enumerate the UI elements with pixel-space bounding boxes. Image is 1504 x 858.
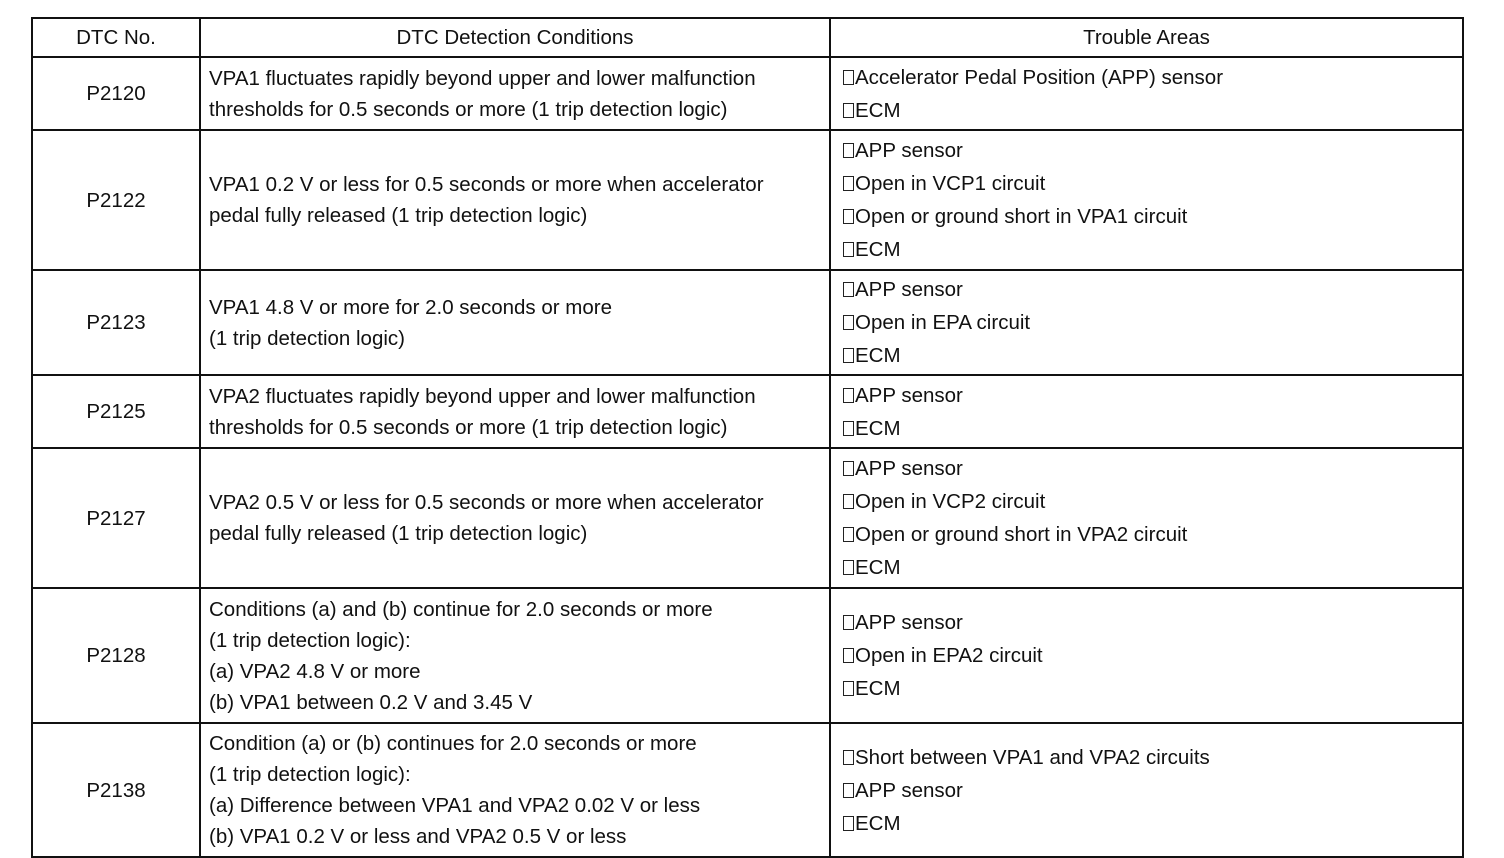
- trouble-area-text: ECM: [855, 677, 901, 700]
- checkbox-square-icon: [843, 615, 854, 630]
- trouble-area-item: [843, 61, 1462, 94]
- condition-line: (1 trip detection logic):: [209, 763, 411, 786]
- trouble-area-text: Open in EPA2 circuit: [855, 644, 1043, 667]
- condition-line: (b) VPA1 0.2 V or less and VPA2 0.5 V or less: [209, 825, 627, 848]
- checkbox-square-icon: [843, 242, 854, 257]
- checkbox-square-icon: [843, 648, 854, 663]
- detection-conditions-cell: [200, 375, 830, 448]
- trouble-area-text: ECM: [855, 416, 901, 440]
- condition-line: VPA1 0.2 V or less for 0.5 seconds or more when accelerator: [209, 173, 764, 196]
- header-trouble-areas: Trouble Areas: [830, 18, 1463, 57]
- header-row: [32, 18, 1463, 57]
- trouble-area-item: [843, 412, 1462, 445]
- trouble-areas-cell: [830, 375, 1463, 448]
- condition-line: VPA1 fluctuates rapidly beyond upper and lower malfunction: [209, 66, 756, 90]
- condition-line: pedal fully released (1 trip detection logic): [209, 522, 588, 545]
- table-row: [32, 57, 1463, 130]
- checkbox-square-icon: [843, 348, 854, 363]
- checkbox-square-icon: [843, 560, 854, 575]
- condition-line: pedal fully released (1 trip detection logic): [209, 204, 588, 227]
- checkbox-square-icon: [843, 143, 854, 158]
- detection-conditions-cell: [200, 57, 830, 130]
- dtc-code: P2122: [32, 130, 200, 270]
- trouble-area-text: ECM: [855, 556, 901, 579]
- condition-line: (a) Difference between VPA1 and VPA2 0.02 V or less: [209, 794, 701, 817]
- trouble-area-item: [843, 233, 1462, 266]
- trouble-area-text: Short between VPA1 and VPA2 circuits: [855, 745, 1210, 769]
- header-detection-conditions: DTC Detection Conditions: [200, 18, 830, 57]
- trouble-area-text: APP sensor: [855, 139, 963, 162]
- checkbox-square-icon: [843, 176, 854, 191]
- detection-conditions-cell: [200, 588, 830, 723]
- table-row: [32, 130, 1463, 270]
- condition-line: VPA2 0.5 V or less for 0.5 seconds or more when accelerator: [209, 491, 764, 514]
- dtc-code: P2123: [32, 270, 200, 375]
- condition-line: (b) VPA1 between 0.2 V and 3.45 V: [209, 690, 533, 714]
- checkbox-square-icon: [843, 750, 854, 765]
- checkbox-square-icon: [843, 315, 854, 330]
- dtc-code: P2128: [32, 588, 200, 723]
- condition-line: Condition (a) or (b) continues for 2.0 seconds or more: [209, 732, 697, 755]
- checkbox-square-icon: [843, 70, 854, 85]
- checkbox-square-icon: [843, 681, 854, 696]
- condition-line: (1 trip detection logic): [209, 326, 405, 350]
- trouble-area-item: [843, 452, 1462, 485]
- trouble-area-text: APP sensor: [855, 278, 963, 301]
- trouble-area-item: [843, 551, 1462, 584]
- table-row: [32, 375, 1463, 448]
- dtc-code: P2125: [32, 375, 200, 448]
- trouble-area-item: [843, 306, 1462, 339]
- trouble-area-text: ECM: [855, 238, 901, 261]
- dtc-code: P2127: [32, 448, 200, 588]
- trouble-area-text: ECM: [855, 811, 901, 835]
- trouble-area-text: Open or ground short in VPA1 circuit: [855, 205, 1188, 228]
- trouble-area-item: [843, 379, 1462, 412]
- trouble-area-text: ECM: [855, 344, 901, 367]
- trouble-area-item: [843, 741, 1462, 774]
- checkbox-square-icon: [843, 421, 854, 436]
- trouble-area-item: [843, 134, 1462, 167]
- table-body: [32, 57, 1463, 857]
- detection-conditions-cell: [200, 270, 830, 375]
- trouble-area-text: APP sensor: [855, 457, 963, 480]
- checkbox-square-icon: [843, 783, 854, 798]
- checkbox-square-icon: [843, 816, 854, 831]
- trouble-area-item: [843, 94, 1462, 127]
- trouble-areas-cell: [830, 130, 1463, 270]
- condition-line: (1 trip detection logic):: [209, 628, 411, 652]
- detection-conditions-cell: [200, 723, 830, 857]
- trouble-area-text: ECM: [855, 98, 901, 122]
- trouble-area-item: [843, 200, 1462, 233]
- trouble-area-item: [843, 807, 1462, 840]
- trouble-area-text: Open in EPA circuit: [855, 311, 1031, 334]
- trouble-area-text: APP sensor: [855, 778, 963, 802]
- trouble-areas-cell: [830, 57, 1463, 130]
- trouble-area-item: [843, 273, 1462, 306]
- condition-line: thresholds for 0.5 seconds or more (1 trip detection logic): [209, 415, 728, 439]
- trouble-area-text: Open or ground short in VPA2 circuit: [855, 523, 1188, 546]
- table-row: [32, 448, 1463, 588]
- dtc-code: P2120: [32, 57, 200, 130]
- condition-line: (a) VPA2 4.8 V or more: [209, 659, 421, 683]
- trouble-area-text: APP sensor: [855, 611, 963, 634]
- trouble-area-item: [843, 606, 1462, 639]
- trouble-area-item: [843, 167, 1462, 200]
- checkbox-square-icon: [843, 282, 854, 297]
- trouble-area-item: [843, 339, 1462, 372]
- checkbox-square-icon: [843, 388, 854, 403]
- condition-line: Conditions (a) and (b) continue for 2.0 seconds or more: [209, 597, 713, 621]
- checkbox-square-icon: [843, 527, 854, 542]
- checkbox-square-icon: [843, 494, 854, 509]
- trouble-area-item: [843, 639, 1462, 672]
- dtc-code: P2138: [32, 723, 200, 857]
- trouble-area-item: [843, 485, 1462, 518]
- detection-conditions-cell: [200, 448, 830, 588]
- trouble-area-item: [843, 518, 1462, 551]
- condition-line: VPA1 4.8 V or more for 2.0 seconds or more: [209, 295, 612, 319]
- trouble-area-item: [843, 774, 1462, 807]
- detection-conditions-cell: [200, 130, 830, 270]
- table-row: [32, 588, 1463, 723]
- trouble-areas-cell: [830, 588, 1463, 723]
- trouble-area-text: APP sensor: [855, 383, 963, 407]
- checkbox-square-icon: [843, 103, 854, 118]
- trouble-areas-cell: [830, 270, 1463, 375]
- trouble-area-text: Accelerator Pedal Position (APP) sensor: [855, 65, 1224, 89]
- dtc-table: [31, 17, 1464, 858]
- trouble-areas-cell: [830, 723, 1463, 857]
- header-dtc-no: DTC No.: [32, 18, 200, 57]
- table-row: [32, 723, 1463, 857]
- checkbox-square-icon: [843, 209, 854, 224]
- table-row: [32, 270, 1463, 375]
- condition-line: thresholds for 0.5 seconds or more (1 trip detection logic): [209, 97, 728, 121]
- trouble-areas-cell: [830, 448, 1463, 588]
- trouble-area-item: [843, 672, 1462, 705]
- trouble-area-text: Open in VCP1 circuit: [855, 172, 1046, 195]
- trouble-area-text: Open in VCP2 circuit: [855, 490, 1046, 513]
- checkbox-square-icon: [843, 461, 854, 476]
- condition-line: VPA2 fluctuates rapidly beyond upper and lower malfunction: [209, 384, 756, 408]
